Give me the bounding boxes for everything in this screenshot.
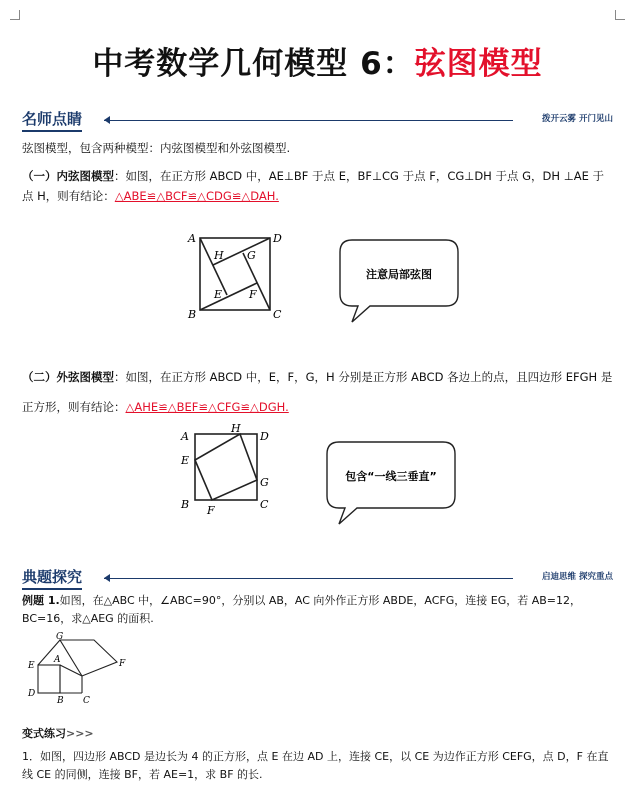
title-main: 中考数学几何模型 6： bbox=[92, 46, 415, 82]
point-label: E bbox=[214, 288, 223, 301]
outer-square bbox=[195, 434, 257, 500]
practice-heading bbox=[22, 724, 613, 744]
point-label: A bbox=[54, 655, 61, 665]
callout-bubble bbox=[325, 440, 460, 530]
outer-model-paragraph bbox=[22, 362, 613, 422]
callout-bubble bbox=[338, 238, 463, 328]
point-label: G bbox=[247, 249, 256, 262]
point-label: E bbox=[181, 454, 190, 467]
example-1-paragraph bbox=[22, 592, 613, 628]
header-rule bbox=[104, 120, 513, 121]
inner-square bbox=[195, 434, 257, 500]
point-label: A bbox=[181, 430, 189, 443]
outer-square bbox=[200, 238, 270, 310]
bubble-text: 注意局部弦图 bbox=[366, 268, 432, 281]
section-label: 名师点睛 bbox=[22, 110, 83, 128]
point-label: B bbox=[181, 498, 190, 511]
outer-model-conclusion: △AHE≌△BEF≌△CFG≌△DGH. bbox=[125, 400, 289, 414]
section-tag: 启迪思维 探究重点 bbox=[542, 572, 613, 582]
point-label: H bbox=[214, 249, 224, 262]
header-rule bbox=[104, 578, 513, 579]
section-header-2 bbox=[22, 566, 613, 590]
section-tag: 拨开云雾 开门见山 bbox=[542, 114, 613, 124]
point-label: D bbox=[273, 232, 282, 245]
example-diagram bbox=[22, 632, 132, 707]
outer-chord-diagram bbox=[175, 422, 275, 517]
line-ae bbox=[200, 238, 227, 295]
section-header-1 bbox=[22, 108, 613, 132]
point-label: F bbox=[249, 288, 257, 301]
outer-model-label: （二）外弦图模型 bbox=[22, 370, 114, 384]
title-highlight: 弦图模型 bbox=[414, 46, 543, 82]
point-label: G bbox=[56, 632, 64, 642]
point-label: D bbox=[28, 689, 36, 699]
point-label: F bbox=[207, 504, 215, 517]
point-label: C bbox=[83, 696, 90, 706]
page-corner-mark bbox=[10, 10, 20, 20]
point-label: B bbox=[188, 308, 197, 321]
square-acfg bbox=[60, 640, 117, 676]
point-label: C bbox=[260, 498, 269, 511]
point-label: E bbox=[28, 661, 35, 671]
practice-label: 变式练习 bbox=[22, 727, 66, 740]
point-label: F bbox=[119, 659, 126, 669]
point-label: A bbox=[188, 232, 196, 245]
point-label: B bbox=[57, 696, 64, 706]
page-corner-mark bbox=[615, 10, 625, 20]
point-label: G bbox=[260, 476, 269, 489]
point-label: H bbox=[231, 422, 241, 435]
section-label: 典题探究 bbox=[22, 568, 83, 586]
inner-model-label: （一）内弦图模型 bbox=[22, 169, 114, 183]
practice-text: 1．如图，四边形 ABCD 是边长为 4 的正方形，点 E 在边 AD 上，连接 CE，以 CE 为边作正方形 CEFG，点 D，F 在直线 CE 的同侧，连接 BF，若 AE=1，求 BF 的长. bbox=[22, 750, 609, 781]
page-title bbox=[0, 38, 635, 83]
point-label: C bbox=[273, 308, 282, 321]
practice-arrows-icon: >>> bbox=[66, 727, 94, 740]
inner-chord-diagram bbox=[180, 228, 290, 323]
example-text: 如图，在△ABC 中，∠ABC=90°，分别以 AB，AC 向外作正方形 ABDE，ACFG，连接 EG，若 AB=12，BC=16，求△AEG 的面积. bbox=[22, 594, 581, 625]
intro-text: 弦图模型，包含两种模型：内弦图模型和外弦图模型. bbox=[22, 141, 291, 155]
bubble-text: 包含“一线三垂直” bbox=[345, 470, 437, 483]
inner-model-paragraph bbox=[22, 166, 613, 206]
point-label: D bbox=[260, 430, 269, 443]
square-abde bbox=[38, 665, 60, 693]
inner-model-conclusion: △ABE≌△BCF≌△CDG≌△DAH. bbox=[114, 189, 279, 203]
inner-model-text: ：如图，在正方形 ABCD 中，AE⊥BF 于点 E，BF⊥CG 于点 F，CG⊥DH 于点 G，DH ⊥AE 于点 H，则有结论： bbox=[22, 169, 605, 203]
example-label: 例题 1. bbox=[22, 594, 60, 607]
outer-model-text: ：如图，在正方形 ABCD 中，E，F，G，H 分别是正方形 ABCD 各边上的点，且四边形 EFGH 是正方形，则有结论： bbox=[22, 370, 613, 414]
